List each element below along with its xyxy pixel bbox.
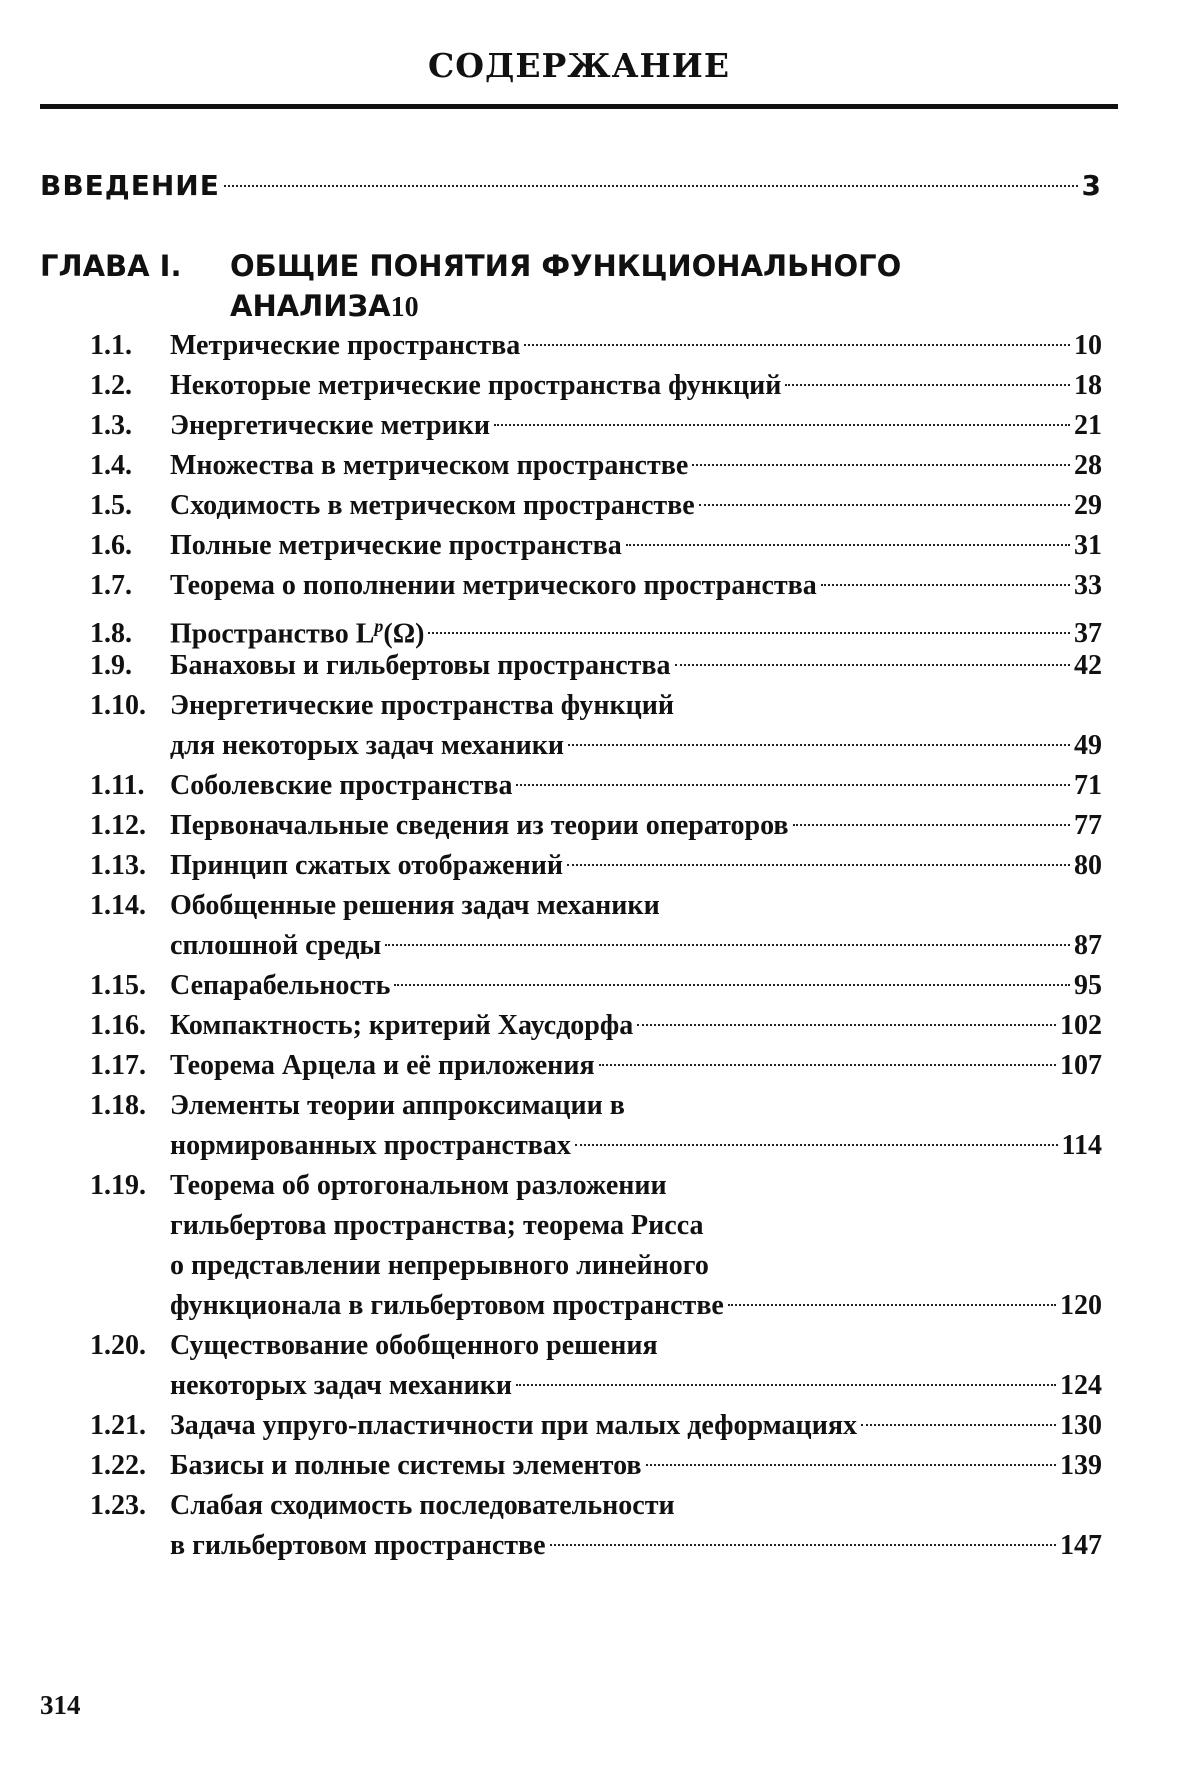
toc-entry-page: 107: [1060, 1050, 1102, 1081]
toc-entry[interactable]: [40, 846, 1102, 886]
toc-entry[interactable]: [40, 606, 1102, 650]
spacer: [40, 206, 1102, 246]
dot-leader: [861, 1424, 1056, 1426]
toc-entry-page: 120: [1060, 1290, 1102, 1321]
toc-entry-page: 139: [1060, 1450, 1102, 1481]
toc-entry[interactable]: [40, 646, 1102, 686]
toc-entry-number: 1.10.: [90, 690, 146, 721]
dot-leader: [568, 744, 1070, 746]
toc-entry-intro[interactable]: [40, 166, 1102, 206]
dot-leader: [567, 864, 1070, 866]
toc-entry-title: функционала в гильбертовом пространстве: [170, 1290, 724, 1321]
toc-entry-number: 1.13.: [90, 850, 146, 881]
toc-entry-continuation[interactable]: [40, 1126, 1102, 1166]
toc-entry[interactable]: [40, 1006, 1102, 1046]
toc-entry-page: 31: [1074, 530, 1102, 561]
toc-entry[interactable]: [40, 326, 1102, 366]
toc-entry-title: Энергетические пространства функций: [170, 690, 675, 721]
toc-entry-title: Полные метрические пространства: [170, 530, 622, 561]
toc-entry[interactable]: [40, 566, 1102, 606]
toc-entry-continuation[interactable]: [40, 726, 1102, 766]
toc-entry-title: Некоторые метрические пространства функций: [170, 370, 782, 401]
toc-entry[interactable]: [40, 526, 1102, 566]
toc-entry-continuation[interactable]: [40, 1366, 1102, 1406]
toc-entry[interactable]: [40, 1046, 1102, 1086]
toc-entry[interactable]: [40, 1486, 1102, 1526]
page-number: 314: [40, 1690, 81, 1720]
toc-entry[interactable]: [40, 486, 1102, 526]
toc-entry-continuation[interactable]: [40, 1206, 1102, 1246]
toc-entry-number: 1.21.: [90, 1410, 146, 1441]
dot-leader: [385, 944, 1070, 946]
toc-entry-title: Теорема об ортогональном разложении: [170, 1170, 667, 1201]
toc-entry-number: 1.6.: [90, 530, 132, 561]
toc-entry-page: 42: [1074, 650, 1102, 681]
toc-entry-title: Базисы и полные системы элементов: [170, 1450, 642, 1481]
dot-leader: [728, 1304, 1056, 1306]
toc-entry-title: Обобщенные решения задач механики: [170, 890, 660, 921]
toc-entry[interactable]: [40, 1086, 1102, 1126]
toc-entry-page: 147: [1060, 1530, 1102, 1561]
toc-entry-number: 1.17.: [90, 1050, 146, 1081]
toc-entry-title: Принцип сжатых отображений: [170, 850, 563, 881]
toc-entry[interactable]: [40, 366, 1102, 406]
dot-leader: [699, 504, 1070, 506]
dot-leader: [785, 384, 1070, 386]
toc-entry-number: 1.2.: [90, 370, 132, 401]
toc-entry-page: 10: [1074, 330, 1102, 361]
toc-entry-title: Множества в метрическом пространстве: [170, 450, 689, 481]
toc-entry-page: 21: [1074, 410, 1102, 441]
toc-entry-page: 29: [1074, 490, 1102, 521]
toc-entry-number: 1.5.: [90, 490, 132, 521]
toc-entry-title: гильбертова пространства; теорема Рисса: [170, 1210, 704, 1241]
toc-entry-page: 3: [1081, 169, 1102, 202]
dot-leader: [394, 984, 1070, 986]
toc-entry[interactable]: [40, 1446, 1102, 1486]
toc-entry-number: 1.4.: [90, 450, 132, 481]
toc-entry-title: нормированных пространствах: [170, 1130, 571, 1161]
dot-leader: [793, 824, 1070, 826]
toc-entry-page: 130: [1060, 1410, 1102, 1441]
dot-leader: [516, 1384, 1056, 1386]
toc-entry[interactable]: [40, 966, 1102, 1006]
toc-entry[interactable]: [40, 886, 1102, 926]
toc-entry-number: 1.19.: [90, 1170, 146, 1201]
toc-entry-page: 102: [1060, 1010, 1102, 1041]
toc-entry-page: 87: [1074, 930, 1102, 961]
dot-leader: [646, 1464, 1057, 1466]
toc-entry-title: для некоторых задач механики: [170, 730, 564, 761]
toc-chapter-heading[interactable]: [40, 246, 1102, 286]
toc-entry-number: 1.20.: [90, 1330, 146, 1361]
toc-entry-title: некоторых задач механики: [170, 1370, 512, 1401]
dot-leader: [637, 1024, 1056, 1026]
toc-entry-page: 124: [1060, 1370, 1102, 1401]
toc-entry-title: Сепарабельность: [170, 970, 391, 1001]
toc-entry-number: 1.23.: [90, 1490, 146, 1521]
chapter-label: ГЛАВА I.: [40, 249, 182, 283]
toc-entry-title: Элементы теории аппроксимации в: [170, 1090, 625, 1121]
dot-leader: [494, 424, 1070, 426]
toc-entry-title: сплошной среды: [170, 930, 382, 961]
toc-entry-title: Метрические пространства: [170, 330, 521, 361]
toc-entry-number: 1.1.: [90, 330, 132, 361]
toc-entry-page: 80: [1074, 850, 1102, 881]
dot-leader: [821, 584, 1070, 586]
toc-entry-title: Пространство $L^p(\Omega)$: [170, 616, 425, 650]
toc-entry-page: 95: [1074, 970, 1102, 1001]
toc-entry-page: 33: [1074, 570, 1102, 601]
dot-leader: [575, 1144, 1058, 1146]
toc-entry-title: Задача упруго-пластичности при малых деформациях: [170, 1410, 857, 1441]
toc-entry-continuation[interactable]: [40, 1526, 1102, 1566]
dot-leader: [550, 1544, 1056, 1546]
dot-leader: [599, 1064, 1056, 1066]
toc-entry-number: 1.14.: [90, 890, 146, 921]
toc-entry-number: 1.18.: [90, 1090, 146, 1121]
toc-entry-title: Сходимость в метрическом пространстве: [170, 490, 695, 521]
toc-entry[interactable]: [40, 1326, 1102, 1366]
toc-entry[interactable]: [40, 406, 1102, 446]
toc-entry-page: 37: [1074, 618, 1102, 650]
toc-entry-number: 1.3.: [90, 410, 132, 441]
dot-leader: [524, 344, 1070, 346]
toc-entry-title: Соболевские пространства: [170, 770, 513, 801]
dot-leader: [626, 544, 1070, 546]
page-title: СОДЕРЖАНИЕ: [427, 46, 730, 85]
toc-entry-title: ВВЕДЕНИЕ: [40, 169, 220, 202]
toc-entry-page: 10: [390, 292, 419, 323]
toc-entry-number: 1.9.: [90, 650, 132, 681]
toc-entry[interactable]: [40, 1166, 1102, 1206]
dot-leader: [428, 632, 1070, 634]
toc-entry-number: 1.22.: [90, 1450, 146, 1481]
toc-entry-title: Теорема о пополнении метрического пространства: [170, 570, 817, 601]
toc-entry-page: 77: [1074, 810, 1102, 841]
dot-leader: [692, 464, 1070, 466]
toc-entry[interactable]: [40, 446, 1102, 486]
toc-entry-number: 1.8.: [90, 618, 132, 650]
toc-entry[interactable]: [40, 1406, 1102, 1446]
toc-entry-title: Энергетические метрики: [170, 410, 491, 441]
toc-entry-continuation[interactable]: [40, 1286, 1102, 1326]
toc-entry-title: Существование обобщенного решения: [170, 1330, 658, 1361]
toc-entry-title: Компактность; критерий Хаусдорфа: [170, 1010, 634, 1041]
toc-entry-title: Банаховы и гильбертовы пространства: [170, 650, 671, 681]
toc-entry-continuation[interactable]: [40, 1246, 1102, 1286]
toc-entry-continuation[interactable]: [40, 926, 1102, 966]
dot-leader: [516, 784, 1070, 786]
toc-entry[interactable]: [40, 806, 1102, 846]
toc-entry-page: 114: [1061, 1130, 1102, 1161]
toc-entry-title: Теорема Арцела и её приложения: [170, 1050, 595, 1081]
toc-entry-number: 1.15.: [90, 970, 146, 1001]
section-list: [40, 326, 1102, 1566]
toc-entry-number: 1.16.: [90, 1010, 146, 1041]
chapter-title-line: АНАЛИЗА: [230, 289, 391, 323]
toc-entry-title: Первоначальные сведения из теории операторов: [170, 810, 789, 841]
toc-entry-title: о представлении непрерывного линейного: [170, 1250, 709, 1281]
toc-chapter-heading-cont[interactable]: [40, 286, 1102, 326]
chapter-title-line: ОБЩИЕ ПОНЯТИЯ ФУНКЦИОНАЛЬНОГО: [230, 249, 902, 283]
table-of-contents: [40, 166, 1102, 1566]
toc-entry[interactable]: [40, 686, 1102, 726]
dot-leader: [675, 664, 1070, 666]
toc-entry-number: 1.12.: [90, 810, 146, 841]
toc-entry[interactable]: [40, 766, 1102, 806]
toc-entry-page: 18: [1074, 370, 1102, 401]
toc-entry-page: 71: [1074, 770, 1102, 801]
toc-entry-title: в гильбертовом пространстве: [170, 1530, 546, 1561]
dot-leader: [224, 185, 1078, 187]
toc-entry-title: Слабая сходимость последовательности: [170, 1490, 675, 1521]
toc-entry-page: 49: [1074, 730, 1102, 761]
toc-entry-number: 1.11.: [90, 770, 145, 801]
title-rule: [40, 104, 1118, 109]
toc-entry-page: 28: [1074, 450, 1102, 481]
toc-entry-number: 1.7.: [90, 570, 132, 601]
